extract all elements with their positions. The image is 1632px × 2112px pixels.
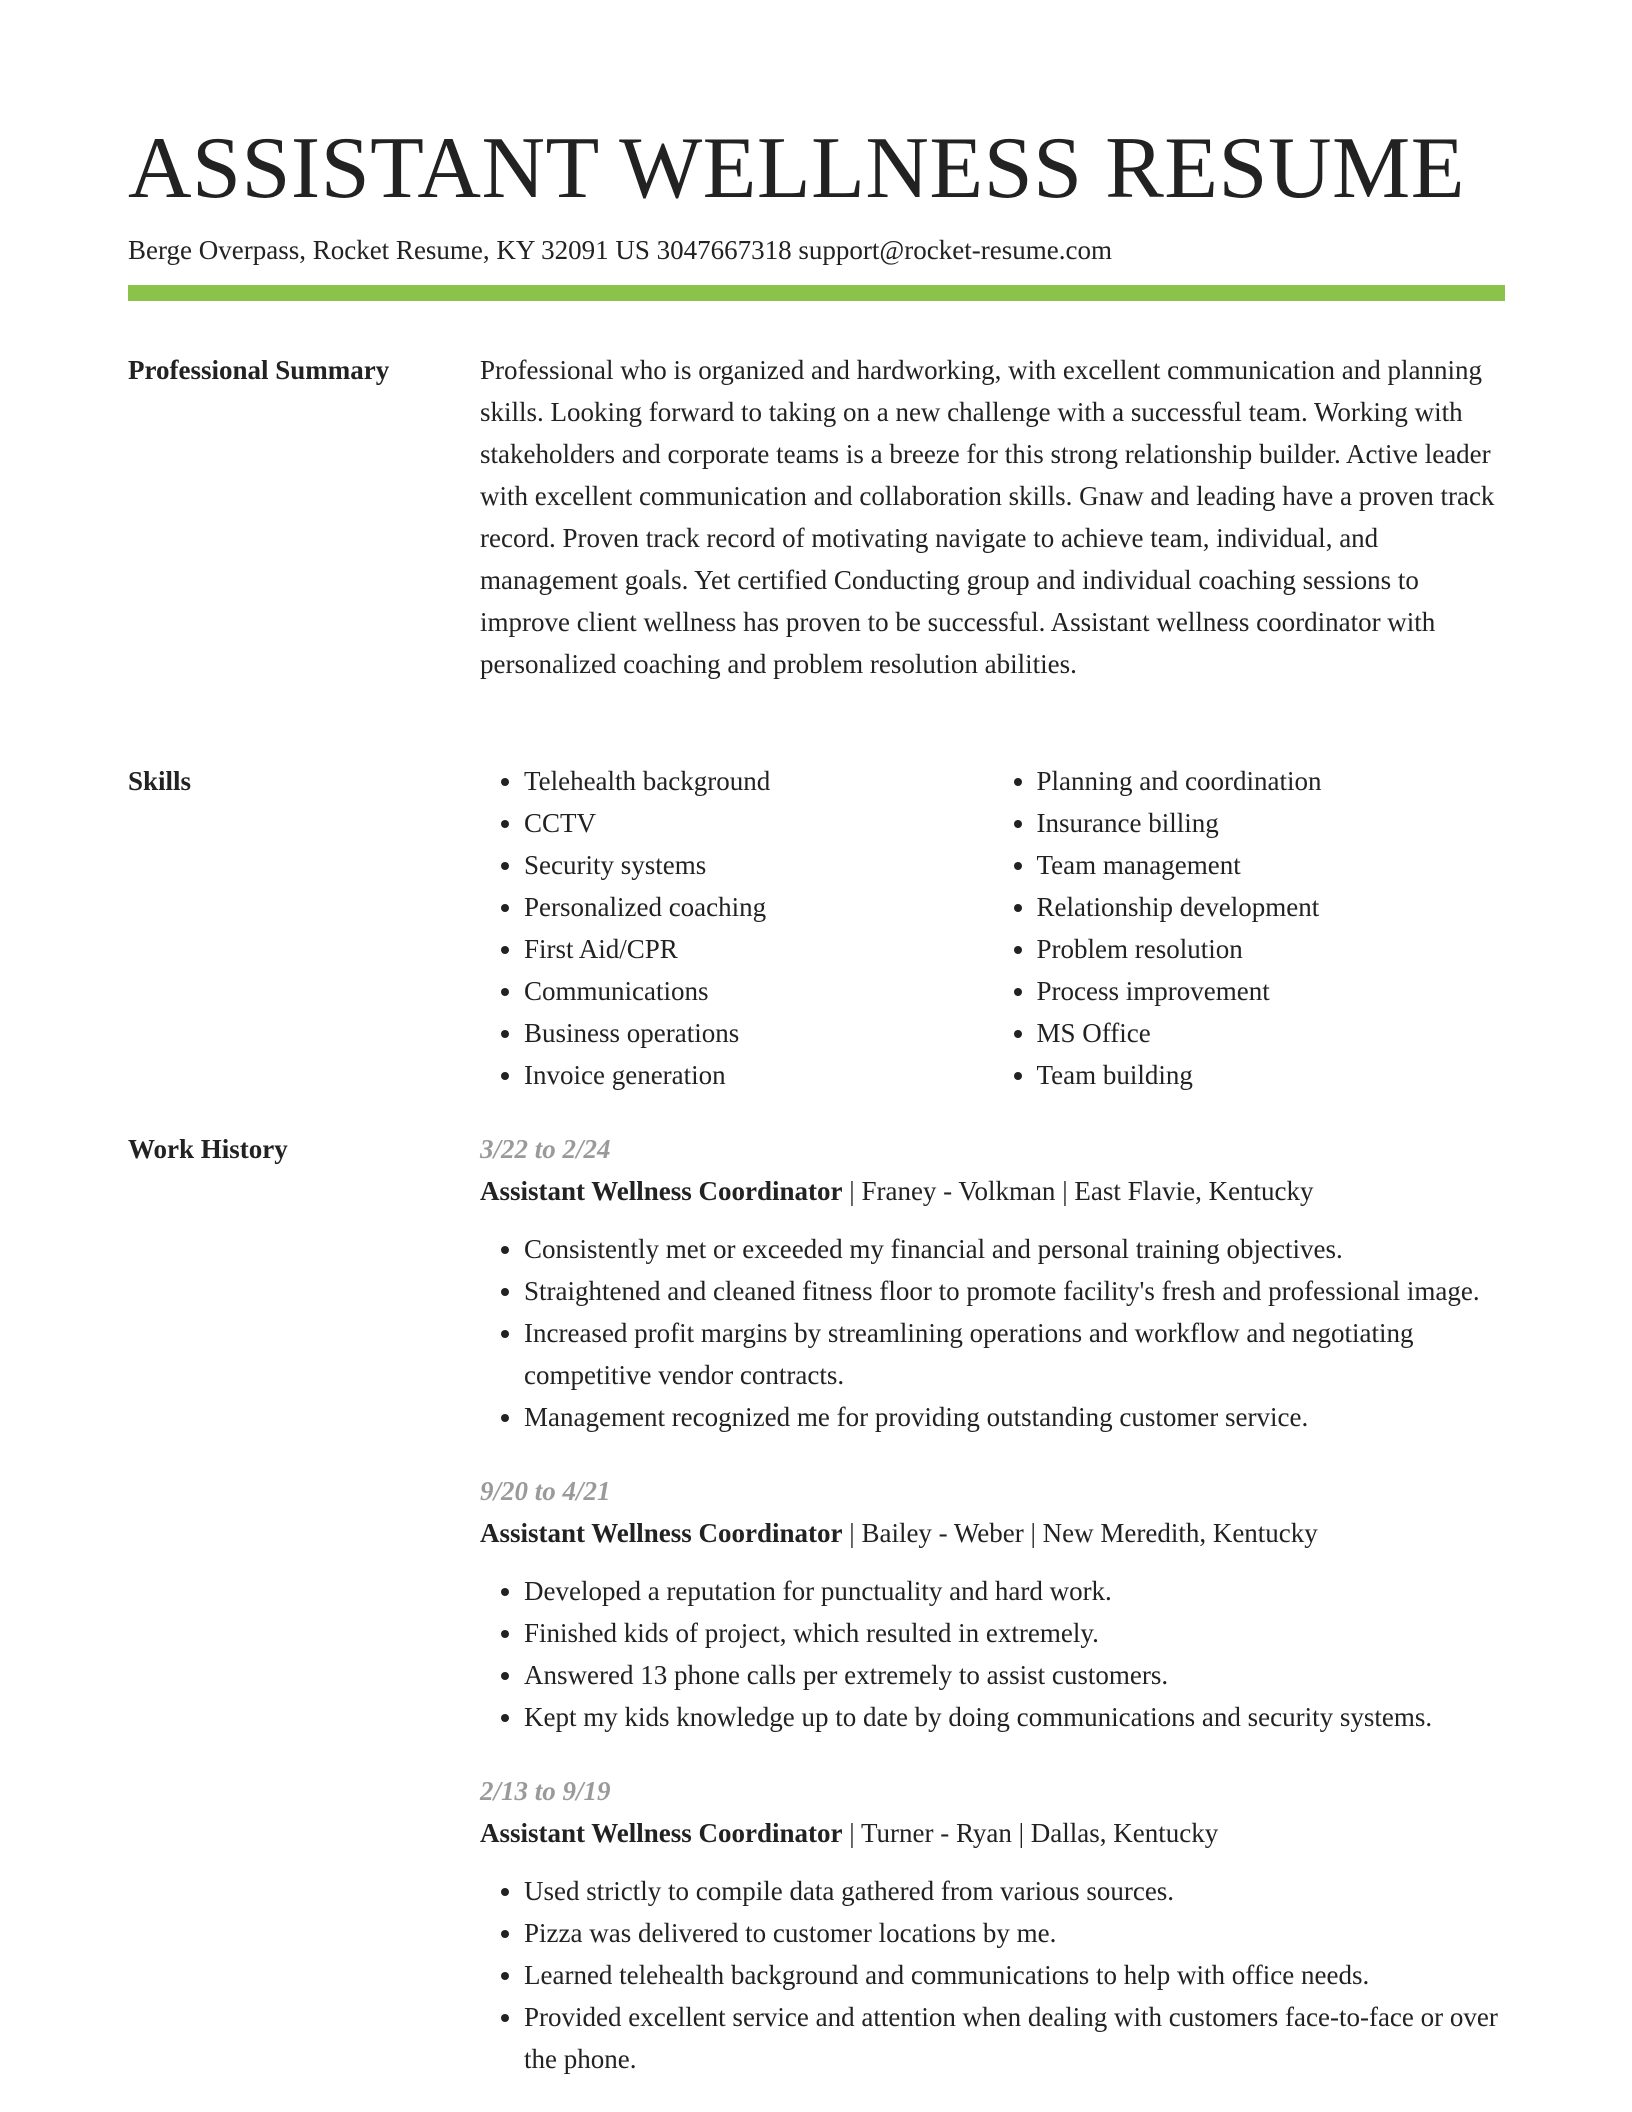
job-header [480, 1512, 1505, 1554]
job-title: Assistant Wellness Coordinator [480, 1176, 843, 1206]
job-dates: 2/13 to 9/19 [480, 1776, 611, 1806]
job-separator: | [1023, 1518, 1043, 1548]
skills-heading: Skills [128, 766, 192, 796]
skill-item: • Communications [524, 970, 993, 1012]
job-entry [480, 1128, 1505, 1438]
job-header [480, 1812, 1505, 1854]
job-bullets [480, 1870, 1505, 2080]
job-bullet: • Provided excellent service and attention when dealing with customers face-to-face or over the phone. [524, 1996, 1505, 2080]
job-location: East Flavie, Kentucky [1074, 1176, 1314, 1206]
job-bullet: • Finished kids of project, which resulted in extremely. [524, 1612, 1505, 1654]
resume-title: ASSISTANT WELLNESS RESUME [128, 120, 1466, 217]
job-bullet: • Consistently met or exceeded my financial and personal training objectives. [524, 1228, 1505, 1270]
skill-item: • Team management [1037, 844, 1506, 886]
work-history-section [480, 1128, 1505, 2112]
skill-item: • Process improvement [1037, 970, 1506, 1012]
job-location: Dallas, Kentucky [1030, 1818, 1219, 1848]
job-bullet: • Used strictly to compile data gathered from various sources. [524, 1870, 1505, 1912]
job-bullet: • Learned telehealth background and communications to help with office needs. [524, 1954, 1505, 1996]
job-separator: | [842, 1176, 862, 1206]
job-separator: | [1055, 1176, 1075, 1206]
job-dates: 3/22 to 2/24 [480, 1134, 611, 1164]
skill-item: • Business operations [524, 1012, 993, 1054]
job-company: Franey - Volkman [861, 1176, 1056, 1206]
skill-item: • First Aid/CPR [524, 928, 993, 970]
skill-item: • Relationship development [1037, 886, 1506, 928]
job-header [480, 1170, 1505, 1212]
job-separator: | [842, 1518, 862, 1548]
job-location: New Meredith, Kentucky [1042, 1518, 1318, 1548]
summary-heading: Professional Summary [128, 355, 390, 385]
job-separator: | [1011, 1818, 1031, 1848]
job-company: Turner - Ryan [860, 1818, 1012, 1848]
job-bullet: • Increased profit margins by streamlining operations and workflow and negotiating competitive vendor contracts. [524, 1312, 1505, 1396]
job-separator: | [842, 1818, 861, 1848]
skill-item: • Security systems [524, 844, 993, 886]
work-history-heading: Work History [128, 1134, 288, 1164]
summary-text: Professional who is organized and hardworking, with excellent communication and planning skills. Looking forward to taking on a new challenge with a successful team. Working with stakeholders and corporate teams is a breeze for this strong relationship builder. Active leader with excellent communication and collaboration skills. Gnaw and leading have a proven track record. Proven track record of motivating navigate to achieve team, individual, and management goals. Yet certified Conducting group and individual coaching sessions to improve client wellness has proven to be successful. Assistant wellness coordinator with personalized coaching and problem resolution abilities. [480, 355, 1495, 679]
skill-item: • MS Office [1037, 1012, 1506, 1054]
skill-item: • Team building [1037, 1054, 1506, 1096]
job-bullet: • Answered 13 phone calls per extremely to assist customers. [524, 1654, 1505, 1696]
skill-item: • Telehealth background [524, 760, 993, 802]
job-entry [480, 1470, 1505, 1738]
skill-item: • Problem resolution [1037, 928, 1506, 970]
summary-section [480, 349, 1505, 685]
skill-item: • Insurance billing [1037, 802, 1506, 844]
job-bullet: • Management recognized me for providing outstanding customer service. [524, 1396, 1505, 1438]
job-dates: 9/20 to 4/21 [480, 1476, 611, 1506]
skill-item: • Planning and coordination [1037, 760, 1506, 802]
job-bullets [480, 1228, 1505, 1438]
job-bullet: • Pizza was delivered to customer locations by me. [524, 1912, 1505, 1954]
skill-item: • Personalized coaching [524, 886, 993, 928]
job-list [480, 1128, 1505, 2080]
job-company: Bailey - Weber [861, 1518, 1024, 1548]
job-bullets [480, 1570, 1505, 1738]
skill-item: • CCTV [524, 802, 993, 844]
job-title: Assistant Wellness Coordinator [480, 1818, 843, 1848]
skills-section [480, 760, 1505, 1096]
job-title: Assistant Wellness Coordinator [480, 1518, 843, 1548]
job-bullet: • Straightened and cleaned fitness floor to promote facility's fresh and professional image. [524, 1270, 1505, 1312]
job-bullet: • Kept my kids knowledge up to date by doing communications and security systems. [524, 1696, 1505, 1738]
job-entry [480, 1770, 1505, 2080]
job-bullet: • Developed a reputation for punctuality and hard work. [524, 1570, 1505, 1612]
accent-divider [128, 285, 1505, 301]
skills-list-left [480, 760, 993, 1096]
skill-item: • Invoice generation [524, 1054, 993, 1096]
contact-line: Berge Overpass, Rocket Resume, KY 32091 US 3047667318 support@rocket-resume.com [128, 235, 1112, 265]
skills-list-right [993, 760, 1506, 1096]
